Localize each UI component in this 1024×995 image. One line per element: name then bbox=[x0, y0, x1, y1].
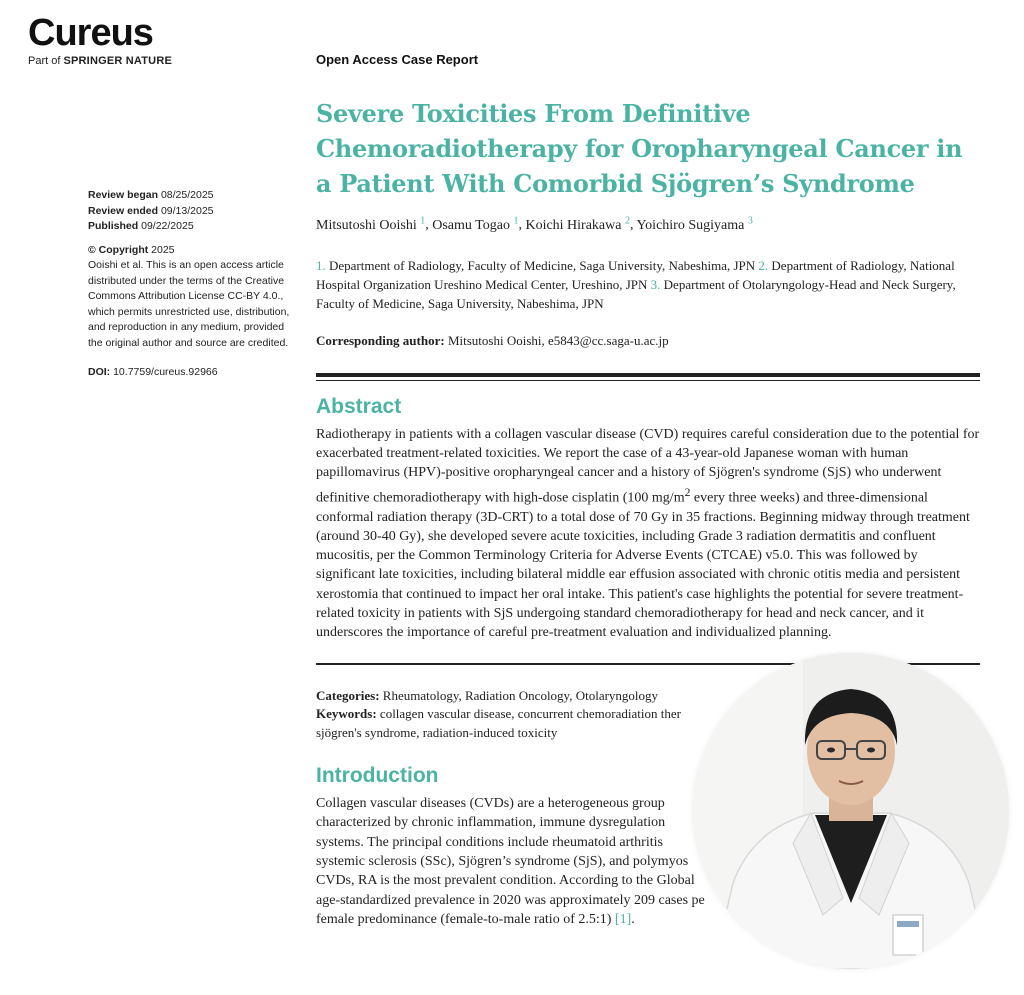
published-date: Published 09/22/2025 bbox=[88, 220, 194, 232]
doi-link[interactable]: 10.7759/cureus.92966 bbox=[113, 366, 218, 378]
divider-thin bbox=[316, 380, 980, 381]
affiliations: 1. Department of Radiology, Faculty of Medicine, Saga University, Nabeshima, JPN 2. Department of Radiology, National Hospital Organization Ureshino Medical Center, Ureshino, JPN 3. Department of Otolaryngology-Head and Neck Surgery, Faculty of Medicine, Saga University, Nabeshima, JPN bbox=[316, 257, 956, 311]
portrait-illustration bbox=[693, 653, 1009, 969]
article-type: Open Access Case Report bbox=[316, 52, 479, 67]
corresponding-email[interactable]: Mitsutoshi Ooishi, e5843@cc.saga-u.ac.jp bbox=[447, 332, 669, 348]
author-link[interactable]: Osamu Togao $^1$ bbox=[432, 215, 519, 233]
publisher-line bbox=[28, 55, 172, 67]
review-ended: Review ended 09/13/2025 bbox=[88, 204, 214, 217]
author-link[interactable]: Yoichiro Sugiyama $^3$ bbox=[636, 215, 753, 233]
introduction-text: Collagen vascular diseases (CVDs) are a heterogeneous group characterized by chronic inflammation, immune dysregulation systems. The principal conditions include rheumatoid arthritis systemic sclerosis (SSc), Sjögren’s syndrome (SjS), and polymyos CVDs, RA is the most prevalent condition. According to the Global age-standardized prevalence in 2020 was approximately 209 cases pe female predominance (female-to-male ratio of 2.5:1) [1]. bbox=[316, 796, 705, 927]
article-title: Severe Toxicities From Definitive Chemoradiotherapy for Oropharyngeal Cancer in a Patient With Comorbid Sjögren’s Syndrome bbox=[316, 99, 963, 198]
copyright-line: © Copyright 2025 bbox=[88, 243, 175, 256]
doi-block bbox=[88, 365, 298, 381]
categories: Categories: Rheumatology, Radiation Oncology, Otolaryngology bbox=[316, 687, 659, 703]
author-link[interactable]: Koichi Hirakawa $^2$ bbox=[525, 215, 630, 233]
journal-name: Cureus bbox=[28, 12, 153, 54]
introduction-heading: Introduction bbox=[316, 764, 439, 788]
author-list: Mitsutoshi Ooishi $^1$, Osamu Togao $^1$, Koichi Hirakawa $^2$, Yoichiro Sugiyama $^3$ bbox=[316, 215, 753, 233]
article-sidebar bbox=[88, 188, 298, 389]
divider-thick bbox=[316, 373, 980, 377]
abstract-heading: Abstract bbox=[316, 394, 402, 418]
author-link[interactable]: Mitsutoshi Ooishi $^1$ bbox=[316, 215, 426, 233]
license-text: Ooishi et al. This is an open access article distributed under the terms of the Creative Commons Attribution License CC-BY 4.0., which permits unrestricted use, distribution, and reproduction in any medium, provided the original author and source are credited. bbox=[88, 259, 290, 349]
doi-label: DOI: bbox=[88, 366, 111, 378]
dates-block bbox=[88, 188, 298, 235]
journal-logo[interactable] bbox=[28, 14, 172, 67]
part-of-prefix: Part of bbox=[28, 55, 61, 67]
corresponding-author: Corresponding author: Mitsutoshi Ooishi, e5843@cc.saga-u.ac.jp bbox=[316, 332, 669, 348]
abstract-text: Radiotherapy in patients with a collagen vascular disease (CVD) requires careful consideration due to the potential for exacerbated treatment-related toxicities. We report the case of a 43-year-old Japanese woman with human papillomavirus (HPV)-positive oropharyngeal cancer and a history of Sjögren's syndrome (SjS) who underwent definitive chemoradiotherapy with high-dose cisplatin (100 $mg/m^2$ every three weeks) and three-dimensional conformal radiation therapy (3D-CRT) to a total dose of 70 Gy in 35 fractions. Beginning midway through treatment (around 30-40 Gy), she developed severe acute toxicities, including Grade 3 radiation dermatitis and confluent mucositis, per the Common Terminology Criteria for Adverse Events (CTCAE) v5.0. This was followed by significant late toxicities, including bilateral middle ear effusion associated with chronic otitis media and persistent xerostomia that continued to impact her oral intake. This patient's case highlights the potential for severe treatment-related toxicity in patients with SjS undergoing standard chemoradiotherapy for head and neck cancer, and it underscores the importance of careful pre-treatment evaluation and individualized planning. bbox=[316, 426, 980, 641]
author-portrait-photo bbox=[693, 653, 1009, 969]
copyright-block bbox=[88, 243, 298, 352]
keywords: Keywords: collagen vascular disease, concurrent chemoradiation ther sjögren's syndrome, radiation-induced toxicity bbox=[316, 706, 681, 740]
reference-link[interactable]: [1] bbox=[614, 911, 632, 927]
publisher-brand: SPRINGER NATURE bbox=[63, 55, 172, 67]
review-began: Review began 08/25/2025 bbox=[88, 189, 214, 201]
